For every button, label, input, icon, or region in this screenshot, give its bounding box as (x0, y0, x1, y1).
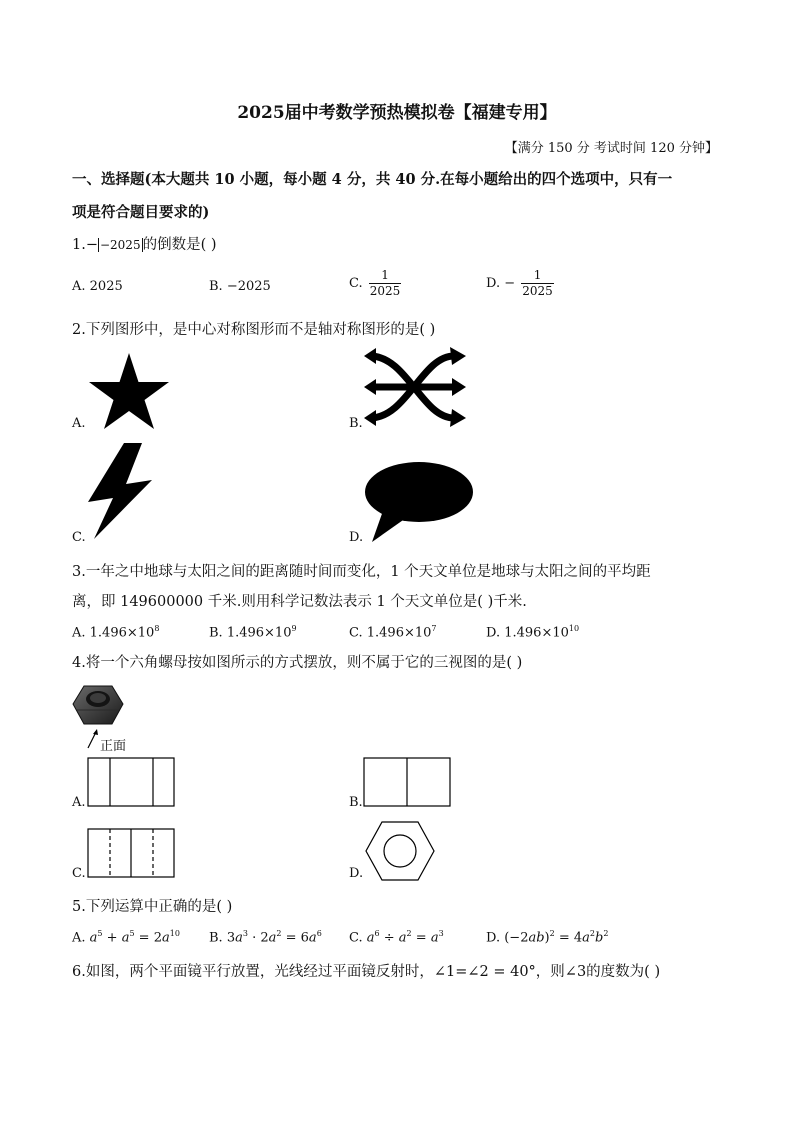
math-term: a (366, 930, 375, 946)
q1-option-c (349, 268, 401, 299)
option-prefix: B. 3 (209, 930, 236, 946)
speech-bubble-figure (362, 460, 476, 546)
q3-option-c (349, 624, 437, 640)
q1-absolute-value: −2025 (99, 238, 141, 252)
question-5: 5.下列运算中正确的是( ) (72, 899, 233, 915)
option-prefix: D. (−2 (486, 930, 529, 946)
q1-option-b: B. −2025 (209, 279, 271, 294)
math-term: b (595, 930, 604, 946)
option-prefix: A. (72, 930, 90, 946)
q1-option-d-fraction (521, 268, 554, 299)
math-term: a (235, 930, 243, 946)
q1-option-a: A. 2025 (72, 279, 123, 294)
front-view-label: 正面 (100, 739, 127, 754)
q3-option-d-base: D. 1.496×10 (486, 625, 569, 641)
q5-option-c (349, 929, 444, 945)
q3-option-d-exponent: 10 (568, 624, 580, 633)
equals: = 2 (134, 930, 162, 946)
question-6: 6.如图，两个平面镜平行放置，光线经过平面镜反射时，∠1=∠2 = 40°，则∠3的度数为( ) (72, 964, 661, 980)
q3-option-a (72, 624, 159, 640)
math-term: a (582, 930, 590, 946)
exponent: 6 (316, 929, 322, 938)
q1-suffix: 的倒数是( ) (142, 237, 217, 253)
q3-option-b (209, 624, 297, 640)
q4-option-d-label: D. (349, 866, 364, 881)
math-term: a (161, 930, 170, 946)
math-term: a (308, 930, 317, 946)
q1-option-d-prefix: D. − (486, 276, 516, 291)
view-b-figure (363, 757, 453, 809)
star-figure (86, 352, 172, 432)
exponent: 6 (374, 929, 380, 938)
exponent: 2 (589, 929, 596, 938)
hex-nut-photo (72, 682, 124, 728)
paren: ) (544, 930, 550, 946)
view-d-hexagon-figure (364, 820, 436, 882)
q2-option-a-label: A. (72, 416, 86, 431)
operator: · 2 (247, 930, 269, 946)
fraction-denominator: 2025 (369, 284, 401, 298)
view-a-figure (87, 757, 177, 809)
q3-option-a-base: A. 1.496×10 (72, 625, 155, 641)
section-heading-line1: 一、选择题(本大题共 10 小题，每小题 4 分，共 40 分.在每小题给出的四个选项中，只有一 (72, 171, 673, 188)
q3-option-d (486, 624, 579, 640)
exponent: 2 (406, 929, 412, 938)
view-c-figure (87, 828, 177, 880)
exponent: 2 (276, 929, 282, 938)
exponent: 2 (603, 929, 609, 938)
fraction-numerator: 1 (369, 268, 402, 284)
math-term: a (89, 930, 98, 946)
q1-option-d (486, 268, 554, 299)
exponent: 5 (129, 929, 135, 938)
q3-option-a-exponent: 8 (154, 624, 160, 633)
q1-option-c-fraction (369, 268, 402, 299)
question-4: 4.将一个六角螺母按如图所示的方式摆放，则不属于它的三视图的是( ) (72, 655, 523, 671)
question-3-line1: 3.一年之中地球与太阳之间的距离随时间而变化，1 个天文单位是地球与太阳之间的平均距 (72, 564, 651, 580)
fraction-numerator: 1 (521, 268, 554, 284)
exponent: 5 (97, 929, 103, 938)
math-term: a (430, 930, 439, 946)
exam-meta: 【满分 150 分 考试时间 120 分钟】 (504, 141, 718, 156)
q1-option-c-prefix: C. (349, 276, 363, 291)
option-prefix: C. (349, 930, 367, 946)
arrow-icon (86, 728, 100, 750)
q5-option-d (486, 929, 608, 945)
q2-option-d-label: D. (349, 530, 364, 545)
question-1 (72, 233, 217, 254)
math-term: a (268, 930, 277, 946)
exponent: 3 (438, 929, 444, 938)
crossed-arrows-figure (362, 344, 470, 430)
question-2: 2.下列图形中，是中心对称图形而不是轴对称图形的是( ) (72, 322, 436, 338)
q3-option-c-exponent: 7 (431, 624, 437, 633)
lightning-figure (86, 442, 154, 540)
q1-prefix: 1.− (72, 237, 98, 253)
question-3-line2: 离，即 149600000 千米.则用科学记数法表示 1 个天文单位是( )千米. (72, 594, 527, 610)
page-title: 2025届中考数学预热模拟卷【福建专用】 (237, 103, 557, 123)
equals: = (411, 930, 431, 946)
q3-option-c-base: C. 1.496×10 (349, 625, 432, 641)
q4-option-b-label: B. (349, 795, 363, 810)
q3-option-b-base: B. 1.496×10 (209, 625, 292, 641)
q4-option-a-label: A. (72, 795, 86, 810)
math-term: a (121, 930, 130, 946)
q2-option-b-label: B. (349, 416, 363, 431)
equals: = 6 (281, 930, 309, 946)
exponent: 10 (169, 929, 180, 938)
exponent: 2 (549, 929, 555, 938)
q2-option-c-label: C. (72, 530, 86, 545)
section-heading-line2: 项是符合题目要求的) (72, 204, 210, 221)
q4-option-c-label: C. (72, 866, 86, 881)
fraction-denominator: 2025 (522, 284, 553, 298)
math-term: a (398, 930, 407, 946)
q5-option-b (209, 929, 322, 945)
exponent: 3 (242, 929, 248, 938)
operator: ÷ (379, 930, 399, 946)
math-term: ab (528, 930, 545, 946)
q3-option-b-exponent: 9 (291, 624, 297, 633)
equals: = 4 (554, 930, 583, 946)
q5-option-a (72, 929, 180, 945)
operator: + (102, 930, 122, 946)
